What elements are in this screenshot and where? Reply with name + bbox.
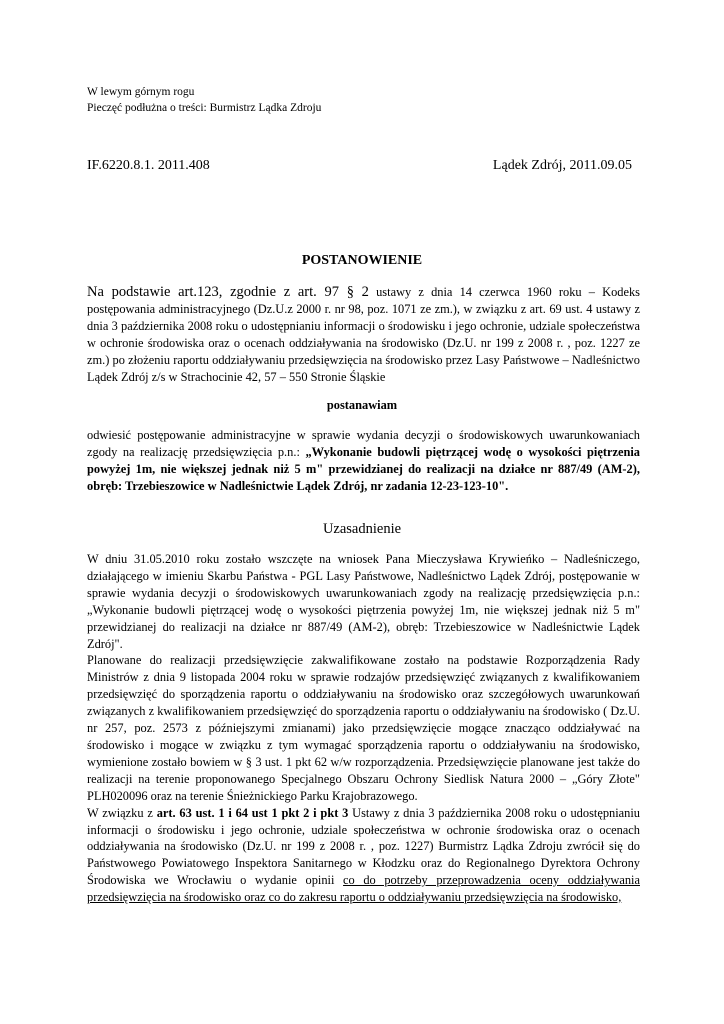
decision-project-name: „Wykonanie budowli piętrzącej wodę o wysokości piętrzenia powyżej 1m, nie większej jednak niż 5 m" — [87, 444, 641, 476]
intro-lead: Na podstawie art.123, zgodnie z art. 97 § 2 — [87, 284, 369, 300]
intro-paragraph — [87, 284, 640, 385]
legal-basis-reference: art. 63 ust. 1 i 64 ust 1 pkt 2 i pkt 3 — [156, 805, 349, 820]
justification-p3-intro: W związku z — [87, 805, 157, 820]
justification-paragraph-2: Planowane do realizacji przedsięwzięcie zakwalifikowane zostało na podstawie Rozporządzenia Rady Ministrów z dnia 9 listopada 2004 roku w sprawie rodzajów przedsięwzięć związanych z kwalifikowaniem przedsięwzięć do sporządzenia raportu o oddziaływaniu na środowisko oraz szczegółowych uwarunkowań związanych z kwalifikowaniem przedsięwzięć do sporządzenia raportu o oddziaływaniu na środowisko ( Dz.U. nr 257, poz. 2573 z późniejszymi zmianami) jako przedsięwzięcie mogące znacząco oddziaływać na środowisko i mogące w związku z tym wymagać sporządzenia raportu o oddziaływaniu na środowisko, wymienione zostało bowiem w § 3 ust. 1 pkt 62 w/w rozporządzenia. Przedsięwzięcie planowane jest także do realizacji na terenie proponowanego Specjalnego Obszaru Ochrony Siedlisk Natura 2000 – „Góry Złote" PLH020096 oraz na terenie Śnieżnickiego Parku Krajobrazowego. — [87, 653, 640, 803]
decision-part-3: przewidzianej do realizacji na działce nr 887/49 (AM-2), obręb: Trzebieszowice w Nadleśnictwie Lądek Zdrój, nr zadania 12-23-123-10". — [87, 461, 640, 493]
place-and-date: Lądek Zdrój, 2011.09.05 — [492, 158, 632, 173]
stamp-note-line-1: W lewym górnym rogu — [87, 86, 195, 98]
decision-part-1: odwiesić postępowanie administracyjne w sprawie wydania decyzji o środowiskowych uwarunkowaniach zgody na realizację przedsięwzięcia p.n.: — [87, 428, 640, 459]
stamp-note — [87, 84, 321, 116]
decision-paragraph — [87, 427, 640, 495]
justification-paragraph-3 — [87, 805, 640, 906]
intro-rest: ustawy z dnia 14 czerwca 1960 roku – Kodeks postępowania administracyjnego (Dz.U.z 2000 r. nr 98, poz. 1071 ze zm.), w związku z art. 69 ust. 4 ustawy z dnia 3 października 2008 roku o udostępnianiu informacji o środowisku i jego ochronie, udziale społeczeństwa w ochronie środowiska oraz o ocenach oddziaływania na środowisko (Dz.U. nr 199 z 2008 r. , poz. 1227 ze zm.) po złożeniu raportu oddziaływaniu przedsięwzięcia na środowisko przez Lasy Państwowe – Nadleśnictwo Lądek Zdrój z/s w Strachocinie 42, 57 – 550 Stronie Śląskie — [87, 285, 640, 384]
justification-p3-body: Ustawy z dnia 3 października 2008 roku o udostępnianiu informacji o środowisku i jego ochronie, udziale społeczeństwa w ochronie środowiska oraz o ocenach oddziaływania na środowisko (Dz.U. nr 199 z 2008 r. , poz. 1227) Burmistrz Lądka Zdroju zwrócił się do Państwowego Powiatowego Inspektora Sanitarnego w Kłodzku oraz do Regionalnego Dyrektora Ochrony Środowiska we Wrocławiu o wydanie opinii — [87, 805, 640, 888]
justification-paragraph-1: W dniu 31.05.2010 roku zostało wszczęte na wniosek Pana Mieczysława Krywieńko – Nadleśniczego, działającego w imieniu Skarbu Państwa - PGL Lasy Państwowe, Nadleśnictwo Lądek Zdrój, postępowanie w sprawie wydania decyzji o środowiskowych uwarunkowaniach zgody na realizację przedsięwzięcia p.n.: „Wykonanie budowli piętrzącej wodę o wysokości piętrzenia powyżej 1m, nie większej jednak niż 5 m" przewidzianej do realizacji na działce nr 887/49 (AM-2), obręb: Trzebieszowice w Nadleśnictwie Lądek Zdrój". — [87, 552, 640, 651]
stamp-note-line-2: Pieczęć podłużna o treści: Burmistrz Lądka Zdroju — [87, 102, 322, 114]
opinion-scope-underlined: co do potrzeby przeprowadzenia oceny oddziaływania przedsięwzięcia na środowisko oraz co do zakresu raportu o oddziaływaniu przedsięwzięcia na środowisko, — [87, 873, 640, 905]
justification-heading: Uzasadnienie — [322, 521, 402, 537]
case-reference: IF.6220.8.1. 2011.408 — [87, 158, 210, 173]
decision-heading: postanawiam — [326, 398, 398, 412]
document-title: POSTANOWIENIE — [301, 253, 423, 268]
justification-body — [87, 551, 640, 906]
